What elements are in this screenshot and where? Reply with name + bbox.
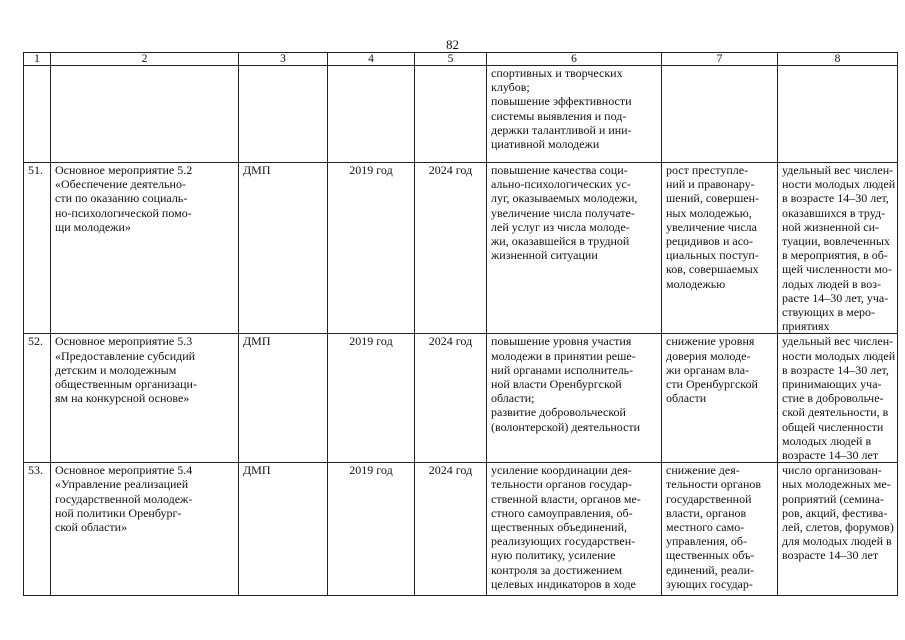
text-line: луг, оказываемых молодежи, [491, 191, 638, 206]
text-line: в возрасте 14–30 лет, [782, 362, 889, 377]
column-number-row [24, 53, 898, 66]
start-year: 2019 год [328, 163, 415, 334]
end-year [415, 66, 487, 163]
text-line: лей услуг из числа молоде- [491, 219, 630, 234]
row-number: 51. [24, 163, 51, 334]
text-line: увеличение числа [666, 219, 757, 234]
text-line: «Обеспечение деятельно- [55, 177, 186, 192]
table-row [24, 463, 898, 596]
text-line: контроля за достижением [491, 562, 623, 577]
program-table [23, 52, 898, 596]
text-line: ствующих в меро- [782, 305, 876, 320]
text-line: удельный вес числен- [782, 334, 894, 349]
text-line: рецидивов и асо- [666, 234, 754, 249]
executor: ДМП [239, 163, 328, 334]
text-line: развитие добровольческой [491, 405, 626, 420]
column-header-1: 1 [24, 53, 51, 66]
text-line: молодежи в принятии реше- [491, 348, 636, 363]
table-row [24, 66, 898, 163]
text-line: расте 14–30 лет, уча- [782, 290, 889, 305]
text-line: жи органам вла- [666, 362, 750, 377]
column-header-6: 6 [487, 53, 662, 66]
text-line: местного само- [666, 520, 745, 535]
text-line: щественных объединений, [491, 520, 627, 535]
text-line: ской деятельности, в [782, 405, 889, 420]
expected-result [487, 463, 662, 596]
text-line: роприятий (семина- [782, 491, 885, 506]
text-line: управления, об- [666, 534, 748, 549]
event-name [51, 334, 239, 463]
text-line: общей численности [782, 419, 884, 434]
text-line: циальных поступ- [666, 248, 759, 263]
text-line: ную политику, усиление [491, 548, 616, 563]
text-line: целевых индикаторов в ходе [491, 576, 636, 591]
text-line: тельности органов [666, 477, 762, 492]
text-line: ной политики Оренбург- [55, 505, 182, 520]
non-implementation-consequences [662, 163, 778, 334]
text-line: Основное мероприятие 5.3 [55, 334, 193, 349]
text-line: тельности органов государ- [491, 477, 632, 492]
text-line: снижение уровня [666, 334, 755, 349]
text-line: молодых людей в [782, 433, 872, 448]
end-year: 2024 год [415, 334, 487, 463]
start-year: 2019 год [328, 463, 415, 596]
text-line: ний и правонару- [666, 177, 755, 192]
text-line: «Предоставление субсидий [55, 348, 196, 363]
executor: ДМП [239, 463, 328, 596]
column-header-5: 5 [415, 53, 487, 66]
text-line: спортивных и творческих [491, 66, 623, 80]
expected-result [487, 163, 662, 334]
start-year [328, 66, 415, 163]
text-line: реализующих государствен- [491, 534, 636, 549]
text-line: держки талантливой и ини- [491, 122, 632, 137]
text-line: Основное мероприятие 5.4 [55, 463, 193, 478]
text-line: ков, совершаемых [666, 262, 759, 277]
text-line: лодых людей в воз- [782, 276, 881, 291]
text-line: ности молодых людей [782, 348, 896, 363]
text-line: детским и молодежным [55, 362, 177, 377]
expected-result [487, 66, 662, 163]
text-line: области [666, 391, 707, 406]
text-line: доверия молоде- [666, 348, 751, 363]
text-line: снижение дея- [666, 463, 740, 478]
column-header-8: 8 [778, 53, 898, 66]
text-line: государственной молодеж- [55, 491, 193, 506]
text-line: области; [491, 391, 535, 406]
text-line: общественным организаци- [55, 377, 197, 392]
text-line: ственной власти, органов ме- [491, 491, 641, 506]
row-number: 52. [24, 334, 51, 463]
related-indicator [778, 334, 898, 463]
non-implementation-consequences [662, 66, 778, 163]
text-line: «Управление реализацией [55, 477, 189, 492]
text-line: лей, слетов, форумов) [782, 520, 894, 535]
end-year: 2024 год [415, 463, 487, 596]
text-line: (волонтерской) деятельности [491, 419, 641, 434]
table-row [24, 334, 898, 463]
text-line: ров, акций, фестива- [782, 505, 888, 520]
text-line: для молодых людей в [782, 534, 892, 549]
text-line: принимающих уча- [782, 377, 882, 392]
text-line: повышение уровня участия [491, 334, 632, 349]
text-line: жи, оказавшейся в трудной [491, 234, 630, 249]
text-line: молодежью [666, 276, 726, 291]
text-line: повышение эффективности [491, 94, 632, 109]
row-number [24, 66, 51, 163]
text-line: циативной молодежи [491, 137, 600, 152]
text-line: в мероприятия, в об- [782, 248, 888, 263]
text-line: шений, совершен- [666, 191, 760, 206]
text-line: зующих государ- [666, 576, 753, 591]
row-number: 53. [24, 463, 51, 596]
event-name [51, 163, 239, 334]
column-header-3: 3 [239, 53, 328, 66]
column-header-7: 7 [662, 53, 778, 66]
text-line: возрасте 14–30 лет [782, 448, 879, 463]
executor [239, 66, 328, 163]
column-header-2: 2 [51, 53, 239, 66]
text-line: единений, реали- [666, 562, 755, 577]
text-line: Основное мероприятие 5.2 [55, 163, 193, 177]
expected-result [487, 334, 662, 463]
text-line: но-психологической помо- [55, 205, 192, 220]
non-implementation-consequences [662, 334, 778, 463]
text-line: власти, органов [666, 505, 747, 520]
event-name [51, 66, 239, 163]
text-line: щей численности мо- [782, 262, 892, 277]
page-number: 82 [446, 37, 459, 52]
table-body [24, 66, 898, 596]
text-line: ности молодых людей [782, 177, 896, 192]
related-indicator [778, 66, 898, 163]
related-indicator [778, 163, 898, 334]
text-line: щественных объ- [666, 548, 755, 563]
text-line: жизненной ситуации [491, 248, 598, 263]
text-line: системы выявления и под- [491, 108, 627, 123]
text-line: ально-психологических ус- [491, 177, 631, 192]
text-line: приятиях [782, 319, 830, 334]
end-year: 2024 год [415, 163, 487, 334]
column-header-4: 4 [328, 53, 415, 66]
related-indicator [778, 463, 898, 596]
text-line: щи молодежи» [55, 219, 131, 234]
table-row [24, 163, 898, 334]
text-line: стие в добровольче- [782, 391, 884, 406]
text-line: сти по оказанию социаль- [55, 191, 188, 206]
text-line: усиление координации дея- [491, 463, 632, 478]
text-line: сти Оренбургской [666, 377, 758, 392]
text-line: повышение качества соци- [491, 163, 628, 177]
text-line: ний органами исполнитель- [491, 362, 634, 377]
text-line: государственной [666, 491, 752, 506]
non-implementation-consequences [662, 463, 778, 596]
text-line: ной власти Оренбургской [491, 377, 622, 392]
text-line: ных молодежью, [666, 205, 752, 220]
text-line: рост преступле- [666, 163, 749, 177]
text-line: ной жизненной си- [782, 219, 880, 234]
text-line: оказавшихся в труд- [782, 205, 886, 220]
text-line: в возрасте 14–30 лет, [782, 191, 889, 206]
text-line: увеличение числа получате- [491, 205, 635, 220]
text-line: ных молодежных ме- [782, 477, 891, 492]
text-line: ской области» [55, 520, 128, 535]
text-line: ям на конкурсной основе» [55, 391, 190, 406]
start-year: 2019 год [328, 334, 415, 463]
executor: ДМП [239, 334, 328, 463]
text-line: удельный вес числен- [782, 163, 894, 177]
text-line: число организован- [782, 463, 882, 478]
text-line: возрасте 14–30 лет [782, 548, 879, 563]
text-line: туации, вовлеченных [782, 234, 890, 249]
event-name [51, 463, 239, 596]
text-line: стного самоуправления, об- [491, 505, 633, 520]
text-line: клубов; [491, 80, 530, 95]
